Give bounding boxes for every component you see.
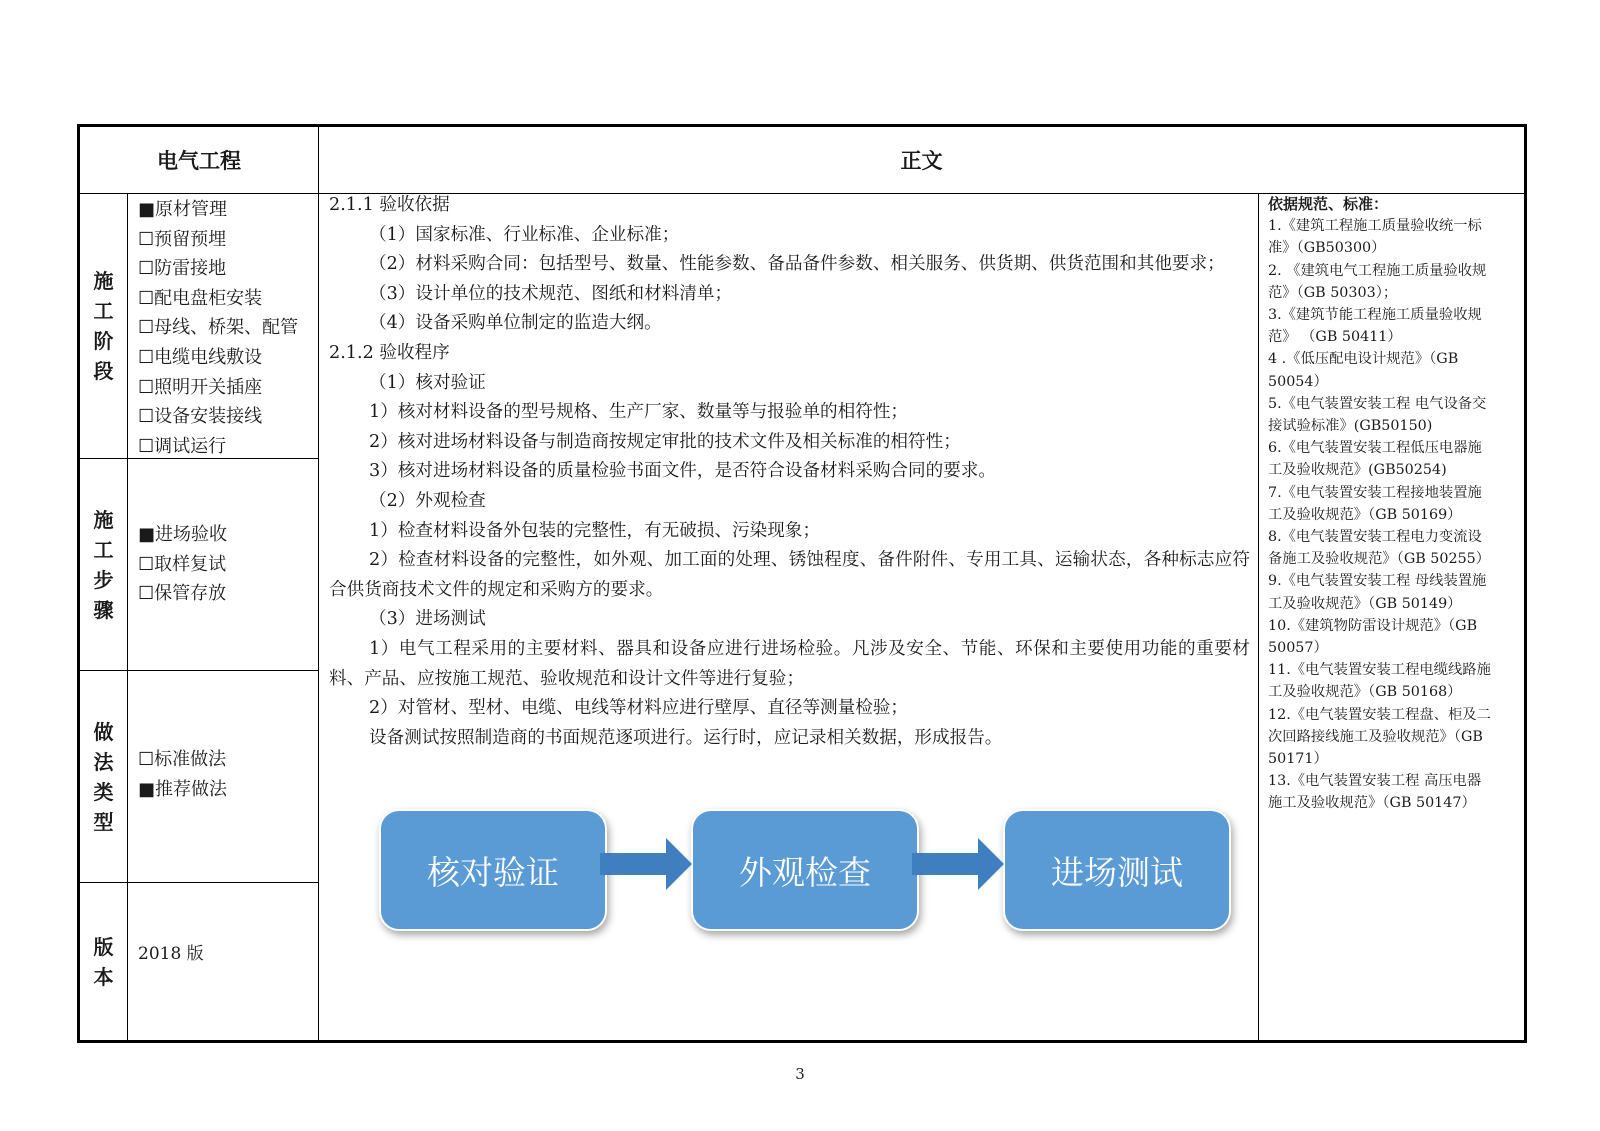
stage-item-embedded[interactable]: ☐预留预埋 [138, 228, 227, 250]
step-item-storage[interactable]: ☐保管存放 [138, 583, 227, 605]
step-item-sampling[interactable]: ☐取样复试 [138, 553, 227, 575]
unchecked-box-icon: ☐ [138, 228, 155, 250]
unchecked-box-icon: ☐ [138, 583, 155, 605]
stage-label-cell [80, 194, 127, 458]
checked-box-icon: ■ [138, 778, 156, 800]
method-label: 做法类型 [93, 719, 114, 834]
body-line: 2）检查材料设备的完整性，如外观、加工面的处理、锈蚀程度、备件附件、专用工具、运输状态，各种标志应符合供货商技术文件的规定和采购方的要求。 [329, 550, 1250, 600]
reference-column-divider [1258, 193, 1259, 1040]
stage-item-raw-material[interactable]: ■原材管理 [138, 199, 228, 220]
unchecked-box-icon: ☐ [138, 553, 155, 575]
unchecked-box-icon: ☐ [138, 749, 155, 770]
stage-label: 施工阶段 [93, 269, 114, 383]
version-value: 2018 版 [138, 944, 204, 964]
unchecked-box-icon: ☐ [138, 406, 155, 428]
body-line: 1）检查材料设备外包装的完整性，有无破损、污染现象； [369, 520, 821, 541]
flow-arrow-1 [600, 836, 694, 892]
reference-item: 13.《电气装置安装工程 高压电器施工及验收规范》（GB 50147） [1268, 773, 1482, 812]
checked-box-icon: ■ [138, 199, 156, 220]
reference-item: 11.《电气装置安装工程电缆线路施工及验收规范》（GB 50168） [1268, 662, 1491, 701]
stage-item-lighting[interactable]: ☐照明开关插座 [138, 376, 263, 398]
right-arrow-icon [912, 838, 1004, 890]
method-item-recommended[interactable]: ■推荐做法 [138, 778, 228, 800]
header-left-title: 电气工程 [157, 149, 241, 173]
stage-item-switchboard[interactable]: ☐配电盘柜安装 [138, 287, 263, 309]
body-line: （4）设备采购单位制定的监造大纲。 [369, 313, 662, 334]
reference-item: 1.《建筑工程施工质量验收统一标准》（GB50300） [1268, 218, 1482, 257]
method-label-cell [80, 671, 127, 882]
body-line: （3）进场测试 [369, 609, 486, 630]
reference-item: 9.《电气装置安装工程 母线装置施工及验收规范》（GB 50149） [1268, 573, 1487, 612]
flow-arrow-2 [912, 836, 1006, 892]
unchecked-box-icon: ☐ [138, 376, 155, 398]
body-line: 2）核对进场材料设备与制造商按规定审批的技术文件及相关标准的相符性； [369, 431, 961, 452]
reference-item: 10.《建筑物防雷设计规范》（GB 50057） [1268, 617, 1478, 657]
document-table [77, 124, 1527, 1043]
label-column-divider [127, 193, 128, 1040]
step-label: 施工步骤 [93, 507, 114, 622]
body-line: （2）外观检查 [369, 490, 486, 511]
version-label: 版本 [93, 934, 114, 989]
reference-title: 依据规范、标准： [1268, 195, 1389, 213]
body-line: （2）材料采购合同：包括型号、数量、性能参数、备品备件参数、相关服务、供货期、供货范围和其他要求； [369, 254, 1225, 275]
method-item-standard[interactable]: ☐标准做法 [138, 749, 227, 770]
flow-step-appearance: 外观检查 [691, 809, 919, 931]
body-line: 1）电气工程采用的主要材料、器具和设备应进行进场检验。凡涉及安全、节能、环保和主要使用功能的重要材料、产品、应按施工规范、验收规范和设计文件等进行复验； [329, 638, 1250, 689]
reference-list [1268, 193, 1494, 815]
reference-item: 4 .《低压配电设计规范》（GB 50054） [1268, 351, 1459, 390]
unchecked-box-icon: ☐ [138, 287, 155, 309]
page-number: 3 [795, 1065, 805, 1083]
body-line: 3）核对进场材料设备的质量检验书面文件，是否符合设备材料采购合同的要求。 [369, 461, 996, 482]
method-checklist [138, 745, 318, 804]
unchecked-box-icon: ☐ [138, 317, 155, 339]
reference-item: 6.《电气装置安装工程低压电器施工及验收规范》(GB50254) [1268, 440, 1482, 479]
header-main-title: 正文 [900, 149, 943, 173]
stage-checklist [138, 195, 318, 461]
checked-box-icon: ■ [138, 524, 156, 545]
body-line: （1）国家标准、行业标准、企业标准； [369, 224, 680, 245]
body-line: 设备测试按照制造商的书面规范逐项进行。运行时，应记录相关数据，形成报告。 [369, 727, 1003, 748]
heading-2-1-1: 2.1.1 验收依据 [329, 195, 450, 215]
flow-step-testing: 进场测试 [1003, 809, 1231, 931]
step-checklist [138, 520, 318, 609]
body-line: （1）核对验证 [369, 372, 486, 393]
stage-item-lightning[interactable]: ☐防雷接地 [138, 258, 227, 280]
unchecked-box-icon: ☐ [138, 258, 155, 280]
reference-item: 8.《电气装置安装工程电力变流设备施工及验收规范》（GB 50255） [1268, 529, 1491, 568]
body-line: 1）核对材料设备的型号规格、生产厂家、数量等与报验单的相符性； [369, 402, 909, 423]
stage-item-busbar[interactable]: ☐母线、桥架、配管 [138, 317, 299, 339]
reference-item: 5.《电气装置安装工程 电气设备交接试验标准》(GB50150) [1268, 395, 1487, 435]
left-column-divider [318, 127, 319, 1040]
unchecked-box-icon: ☐ [138, 435, 155, 457]
reference-item: 7.《电气装置安装工程接地装置施工及验收规范》（GB 50169） [1268, 484, 1482, 523]
reference-item: 2. 《建筑电气工程施工质量验收规范》（GB 50303）； [1268, 262, 1487, 301]
flow-step-verify: 核对验证 [379, 809, 607, 931]
reference-item: 12.《电气装置安装工程盘、柜及二次回路接线施工及验收规范》（GB 50171） [1268, 706, 1491, 768]
right-arrow-icon [600, 838, 692, 890]
unchecked-box-icon: ☐ [138, 346, 155, 368]
body-line: 2）对管材、型材、电缆、电线等材料应进行壁厚、直径等测量检验； [369, 698, 909, 719]
stage-item-equipment[interactable]: ☐设备安装接线 [138, 406, 263, 428]
stage-item-commissioning[interactable]: ☐调试运行 [138, 435, 227, 457]
stage-item-cable[interactable]: ☐电缆电线敷设 [138, 346, 263, 368]
step-label-cell [80, 459, 127, 670]
step-item-inspection[interactable]: ■进场验收 [138, 524, 228, 545]
heading-2-1-2: 2.1.2 验收程序 [329, 342, 450, 363]
reference-item: 3.《建筑节能工程施工质量验收规范》 （GB 50411） [1268, 307, 1482, 346]
body-text [329, 191, 1250, 753]
version-label-cell [80, 883, 127, 1040]
body-line: （3）设计单位的技术规范、图纸和材料清单； [369, 283, 733, 304]
